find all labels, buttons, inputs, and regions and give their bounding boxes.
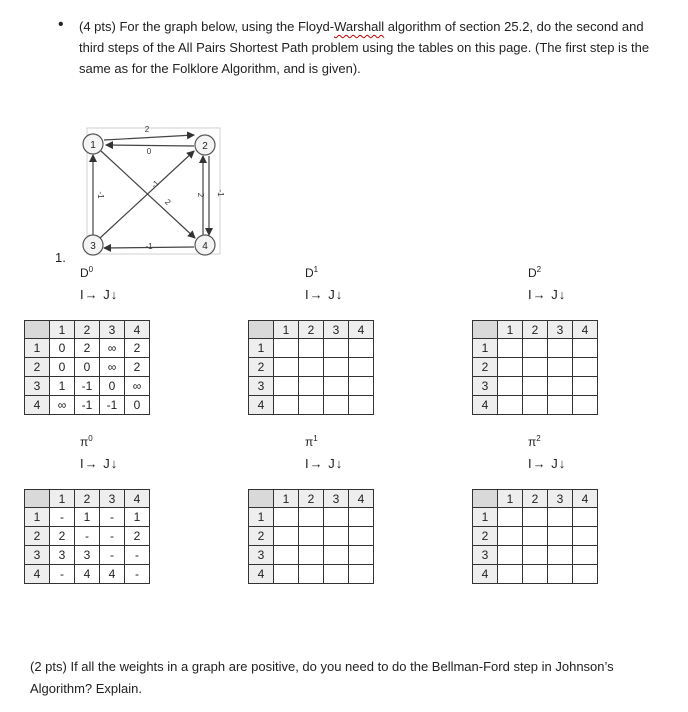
table-D2 — [472, 320, 598, 415]
table-row — [473, 339, 598, 358]
column-header: 2 — [523, 490, 548, 508]
table-cell: 3 — [50, 546, 75, 565]
table-row — [25, 358, 150, 377]
node-4 — [195, 235, 215, 255]
empty-cell[interactable] — [274, 339, 299, 358]
table-row — [473, 508, 598, 527]
row-header: 1 — [25, 339, 50, 358]
row-header: 4 — [249, 565, 274, 584]
empty-cell[interactable] — [349, 508, 374, 527]
table-cell: 2 — [125, 527, 150, 546]
empty-cell[interactable] — [324, 358, 349, 377]
table-cell: 1 — [75, 508, 100, 527]
column-header: 1 — [274, 321, 299, 339]
edge-label-3-1: -1 — [96, 191, 105, 199]
table-row — [25, 508, 150, 527]
table-corner — [473, 490, 498, 508]
edge-2-1 — [106, 145, 194, 146]
table-row — [473, 565, 598, 584]
empty-cell[interactable] — [573, 339, 598, 358]
table-corner — [249, 321, 274, 339]
table-cell: 4 — [75, 565, 100, 584]
column-header: 4 — [573, 490, 598, 508]
table-row — [473, 396, 598, 415]
table-cell: - — [75, 527, 100, 546]
empty-cell[interactable] — [324, 527, 349, 546]
table-cell: - — [125, 565, 150, 584]
empty-cell[interactable] — [498, 546, 523, 565]
table-row — [25, 396, 150, 415]
empty-cell[interactable] — [349, 358, 374, 377]
item-number: 1. — [55, 250, 66, 265]
direction-hint: I→ J↓ — [305, 456, 344, 471]
row-header: 1 — [249, 508, 274, 527]
table-pi1 — [248, 489, 374, 584]
table-cell: 4 — [100, 565, 125, 584]
table-row — [473, 358, 598, 377]
empty-cell[interactable] — [349, 339, 374, 358]
table-pi0 — [24, 489, 150, 584]
column-header: 3 — [324, 321, 349, 339]
empty-cell[interactable] — [324, 377, 349, 396]
empty-cell[interactable] — [548, 339, 573, 358]
graph-diagram — [70, 118, 240, 263]
empty-cell[interactable] — [573, 508, 598, 527]
question-1-text-a: For the graph below, using the Floyd- — [115, 19, 335, 34]
column-header: 1 — [50, 490, 75, 508]
empty-cell[interactable] — [498, 339, 523, 358]
empty-cell[interactable] — [274, 377, 299, 396]
table-row — [25, 321, 150, 339]
empty-cell[interactable] — [548, 358, 573, 377]
empty-cell[interactable] — [548, 565, 573, 584]
label-D2: $D^2$ — [528, 265, 542, 280]
edge-label-4-3: -1 — [145, 242, 153, 251]
table-cell: ∞ — [100, 358, 125, 377]
empty-cell[interactable] — [573, 527, 598, 546]
empty-cell[interactable] — [299, 565, 324, 584]
empty-cell[interactable] — [299, 396, 324, 415]
node-2-label: 2 — [202, 141, 208, 152]
table-cell: ∞ — [100, 339, 125, 358]
empty-cell[interactable] — [349, 565, 374, 584]
table-corner — [473, 321, 498, 339]
column-header: 2 — [299, 490, 324, 508]
empty-cell[interactable] — [299, 358, 324, 377]
table-row — [249, 565, 374, 584]
column-header: 2 — [523, 321, 548, 339]
row-header: 2 — [249, 527, 274, 546]
table-cell: 0 — [100, 377, 125, 396]
column-header: 3 — [548, 321, 573, 339]
column-header: 1 — [498, 321, 523, 339]
node-1-label: 1 — [90, 140, 96, 151]
column-header: 2 — [75, 490, 100, 508]
table-cell: 0 — [50, 339, 75, 358]
table-cell: 0 — [75, 358, 100, 377]
table-pi2 — [472, 489, 598, 584]
column-header: 4 — [125, 321, 150, 339]
question-1-points: (4 pts) — [79, 19, 116, 34]
label-D1: $D^1$ — [305, 265, 319, 280]
direction-hint: I→ J↓ — [80, 456, 119, 471]
row-header: 4 — [473, 565, 498, 584]
table-cell: ∞ — [125, 377, 150, 396]
node-4-label: 4 — [202, 241, 208, 252]
empty-cell[interactable] — [523, 508, 548, 527]
table-row — [25, 377, 150, 396]
row-header: 4 — [25, 565, 50, 584]
empty-cell[interactable] — [274, 396, 299, 415]
edge-label-3-2: -1 — [149, 178, 161, 190]
table-cell: 0 — [50, 358, 75, 377]
label-pi2: $\pi^2$ — [528, 434, 541, 449]
table-cell: - — [50, 565, 75, 584]
table-row — [473, 527, 598, 546]
question-1-text — [79, 16, 659, 79]
table-cell: - — [50, 508, 75, 527]
column-header: 4 — [573, 321, 598, 339]
edge-label-2-4: -1 — [216, 189, 225, 197]
empty-cell[interactable] — [548, 377, 573, 396]
table-row — [473, 546, 598, 565]
table-cell: 3 — [75, 546, 100, 565]
table-corner — [25, 321, 50, 339]
empty-cell[interactable] — [299, 508, 324, 527]
node-3 — [83, 235, 103, 255]
row-header: 3 — [25, 377, 50, 396]
direction-hint: I→ J↓ — [80, 287, 119, 302]
empty-cell[interactable] — [324, 396, 349, 415]
table-cell: 0 — [125, 396, 150, 415]
empty-cell[interactable] — [523, 339, 548, 358]
node-1 — [83, 134, 103, 154]
edge-3-2 — [100, 151, 194, 238]
empty-cell[interactable] — [274, 565, 299, 584]
column-header: 1 — [50, 321, 75, 339]
table-row — [249, 321, 374, 339]
column-header: 4 — [349, 490, 374, 508]
table-row — [25, 490, 150, 508]
empty-cell[interactable] — [573, 546, 598, 565]
column-header: 3 — [324, 490, 349, 508]
empty-cell[interactable] — [299, 377, 324, 396]
empty-cell[interactable] — [274, 546, 299, 565]
empty-cell[interactable] — [498, 565, 523, 584]
table-cell: -1 — [75, 396, 100, 415]
table-cell: ∞ — [50, 396, 75, 415]
empty-cell[interactable] — [523, 396, 548, 415]
table-cell: 2 — [50, 527, 75, 546]
table-D1 — [248, 320, 374, 415]
table-row — [249, 527, 374, 546]
empty-cell[interactable] — [523, 358, 548, 377]
empty-cell[interactable] — [573, 377, 598, 396]
table-row — [473, 377, 598, 396]
row-header: 1 — [25, 508, 50, 527]
direction-hint: I→ J↓ — [528, 287, 567, 302]
row-header: 2 — [25, 527, 50, 546]
table-row — [25, 339, 150, 358]
empty-cell[interactable] — [548, 546, 573, 565]
empty-cell[interactable] — [349, 546, 374, 565]
edge-label-1-4: 2 — [163, 197, 173, 207]
empty-cell[interactable] — [498, 527, 523, 546]
table-cell: - — [100, 527, 125, 546]
table-cell: 1 — [125, 508, 150, 527]
empty-cell[interactable] — [274, 358, 299, 377]
table-row — [25, 527, 150, 546]
row-header: 4 — [25, 396, 50, 415]
edge-label-2-1: 0 — [146, 147, 152, 156]
empty-cell[interactable] — [523, 565, 548, 584]
edge-label-4-2: 2 — [196, 192, 205, 198]
question-1-text-b: algorithm of section 25.2, do the second and third steps of the All Pairs Shortest Path problem using the tables on this page. (The first step is the same as for the Folklore Algorithm, and is given). — [79, 19, 650, 76]
label-D0: $D^0$ — [80, 265, 94, 280]
empty-cell[interactable] — [299, 527, 324, 546]
table-row — [249, 339, 374, 358]
column-header: 1 — [274, 490, 299, 508]
table-cell: 2 — [125, 358, 150, 377]
edge-1-4 — [101, 151, 195, 238]
empty-cell[interactable] — [573, 358, 598, 377]
empty-cell[interactable] — [274, 527, 299, 546]
bullet: • — [58, 16, 64, 33]
empty-cell[interactable] — [573, 565, 598, 584]
empty-cell[interactable] — [324, 546, 349, 565]
empty-cell[interactable] — [299, 546, 324, 565]
empty-cell[interactable] — [349, 527, 374, 546]
column-header: 3 — [548, 490, 573, 508]
empty-cell[interactable] — [498, 358, 523, 377]
question-2-text — [30, 656, 660, 700]
row-header: 3 — [249, 546, 274, 565]
empty-cell[interactable] — [523, 546, 548, 565]
empty-cell[interactable] — [498, 508, 523, 527]
direction-hint: I→ J↓ — [528, 456, 567, 471]
table-row — [249, 546, 374, 565]
column-header: 3 — [100, 321, 125, 339]
table-row — [25, 565, 150, 584]
row-header: 2 — [473, 527, 498, 546]
table-corner — [25, 490, 50, 508]
column-header: 1 — [498, 490, 523, 508]
empty-cell[interactable] — [498, 396, 523, 415]
spellcheck-word: Warshall — [334, 19, 385, 34]
table-D0 — [24, 320, 150, 415]
table-cell: - — [125, 546, 150, 565]
empty-cell[interactable] — [523, 377, 548, 396]
table-cell: - — [100, 508, 125, 527]
table-corner — [249, 490, 274, 508]
question-2-body: If all the weights in a graph are positive, do you need to do the Bellman-Ford step in Johnson’s Algorithm? Explain. — [30, 659, 614, 696]
node-2 — [195, 135, 215, 155]
empty-cell[interactable] — [349, 396, 374, 415]
empty-cell[interactable] — [548, 527, 573, 546]
column-header: 4 — [349, 321, 374, 339]
empty-cell[interactable] — [573, 396, 598, 415]
row-header: 4 — [249, 396, 274, 415]
row-header: 1 — [473, 508, 498, 527]
table-cell: 1 — [50, 377, 75, 396]
table-row — [249, 490, 374, 508]
row-header: 1 — [473, 339, 498, 358]
empty-cell[interactable] — [274, 508, 299, 527]
edge-1-2 — [104, 135, 194, 140]
empty-cell[interactable] — [299, 339, 324, 358]
edge-label-1-2: 2 — [144, 125, 150, 134]
row-header: 2 — [473, 358, 498, 377]
table-cell: 2 — [75, 339, 100, 358]
empty-cell[interactable] — [324, 339, 349, 358]
row-header: 3 — [25, 546, 50, 565]
table-row — [473, 490, 598, 508]
row-header: 2 — [25, 358, 50, 377]
empty-cell[interactable] — [349, 377, 374, 396]
column-header: 2 — [75, 321, 100, 339]
table-row — [25, 546, 150, 565]
table-row — [249, 377, 374, 396]
label-pi0: $\pi^0$ — [80, 434, 93, 449]
empty-cell[interactable] — [324, 565, 349, 584]
direction-hint: I→ J↓ — [305, 287, 344, 302]
table-cell: -1 — [75, 377, 100, 396]
row-header: 3 — [249, 377, 274, 396]
table-row — [249, 358, 374, 377]
label-pi1: $\pi^1$ — [305, 434, 318, 449]
column-header: 4 — [125, 490, 150, 508]
empty-cell[interactable] — [548, 396, 573, 415]
table-cell: 2 — [125, 339, 150, 358]
table-cell: - — [100, 546, 125, 565]
table-cell: -1 — [100, 396, 125, 415]
empty-cell[interactable] — [548, 508, 573, 527]
table-row — [249, 508, 374, 527]
row-header: 4 — [473, 396, 498, 415]
empty-cell[interactable] — [324, 508, 349, 527]
row-header: 2 — [249, 358, 274, 377]
table-row — [473, 321, 598, 339]
row-header: 3 — [473, 377, 498, 396]
empty-cell[interactable] — [523, 527, 548, 546]
question-2-points: (2 pts) — [30, 659, 67, 674]
column-header: 3 — [100, 490, 125, 508]
column-header: 2 — [299, 321, 324, 339]
node-3-label: 3 — [90, 241, 96, 252]
row-header: 1 — [249, 339, 274, 358]
table-row — [249, 396, 374, 415]
row-header: 3 — [473, 546, 498, 565]
empty-cell[interactable] — [498, 377, 523, 396]
